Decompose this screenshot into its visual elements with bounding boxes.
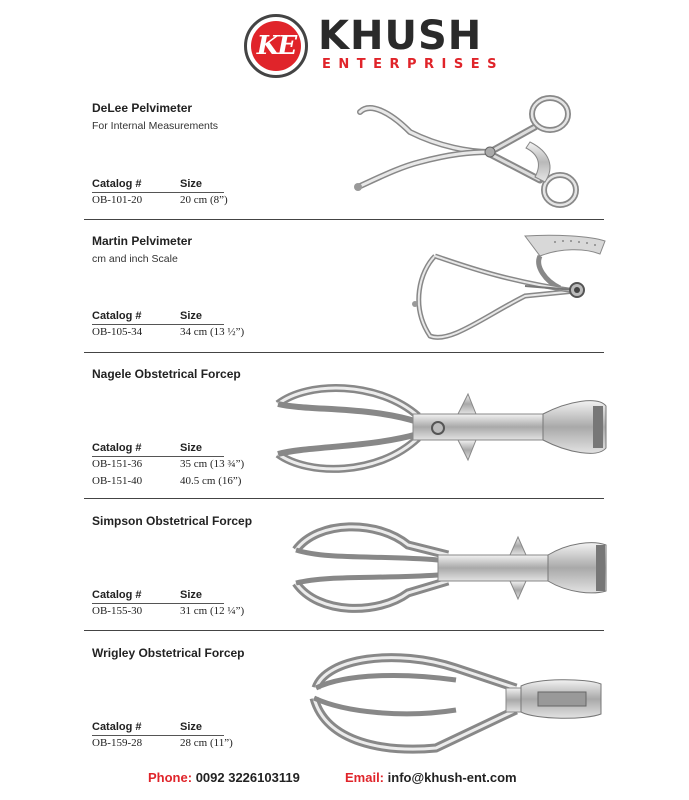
header [0,0,689,90]
email-block [345,770,517,785]
section-divider [84,352,604,353]
catalog-number: OB-151-36 [92,458,143,470]
phone-block [148,770,300,785]
size-value: 40.5 cm (16”) [180,475,242,487]
caliper-pelvimeter-icon [405,226,615,348]
size-value: 28 cm (11”) [180,737,233,749]
phone-label: Phone: [148,770,193,785]
catalog-header: Catalog # [92,442,142,454]
size-value: 35 cm (13 ¾”) [180,458,245,470]
catalog-header: Catalog # [92,310,142,322]
section-divider [84,219,604,220]
size-header: Size [180,178,203,190]
forcep-icon [306,648,606,760]
catalog-number: OB-151-40 [92,475,143,487]
header-rule [92,456,224,457]
footer [0,770,689,794]
size-header: Size [180,310,203,322]
logo-letters: KE [251,21,301,71]
size-value: 20 cm (8”) [180,194,228,206]
catalog-number: OB-159-28 [92,737,143,749]
phone-number[interactable]: 0092 3226103119 [195,770,300,785]
product-name: Martin Pelvimeter [92,234,193,248]
product-description: cm and inch Scale [92,253,178,265]
email-address[interactable]: info@khush-ent.com [387,770,517,785]
brand-name: KHUSH [318,13,483,59]
brand-tagline: ENTERPRISES [322,57,504,72]
product-description: For Internal Measurements [92,120,219,132]
size-header: Size [180,589,203,601]
product-name: DeLee Pelvimeter [92,101,193,115]
catalog-header: Catalog # [92,178,142,190]
catalog-number: OB-155-30 [92,605,143,617]
size-header: Size [180,442,203,454]
header-rule [92,324,224,325]
logo-badge [244,14,308,78]
product-name: Nagele Obstetrical Forcep [92,367,241,381]
header-rule [92,192,224,193]
forcep-icon [268,376,608,486]
header-rule [92,603,224,604]
header-rule [92,735,224,736]
catalog-header: Catalog # [92,721,142,733]
email-label: Email: [345,770,385,785]
section-divider [84,498,604,499]
forcep-icon [288,515,608,625]
pelvimeter-icon [350,92,580,212]
catalog-number: OB-101-20 [92,194,143,206]
catalog-header: Catalog # [92,589,142,601]
catalog-number: OB-105-34 [92,326,143,338]
product-name: Wrigley Obstetrical Forcep [92,646,245,660]
section-divider [84,630,604,631]
product-name: Simpson Obstetrical Forcep [92,514,253,528]
size-value: 34 cm (13 ½”) [180,326,245,338]
size-value: 31 cm (12 ¼”) [180,605,245,617]
size-header: Size [180,721,203,733]
